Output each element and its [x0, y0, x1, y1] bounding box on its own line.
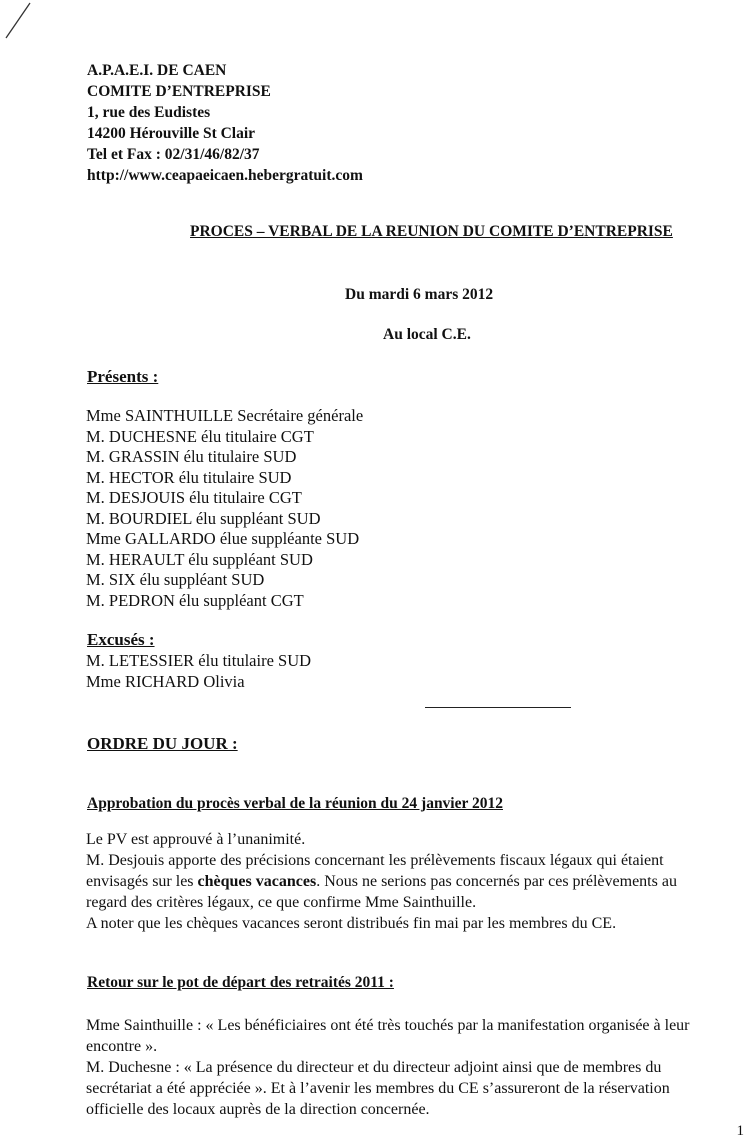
meeting-location: Au local C.E.: [383, 326, 471, 343]
list-item: M. HECTOR élu titulaire SUD: [86, 467, 292, 487]
org-street: 1, rue des Eudistes: [87, 104, 211, 121]
cheques-vacances-emphasis: chèques vacances: [197, 873, 317, 890]
retirement-line: Mme Sainthuille : « Les bénéficiaires ont été très touchés par la manifestation organisée à leur: [86, 1017, 690, 1034]
list-item: M. PEDRON élu suppléant CGT: [86, 590, 304, 610]
org-committee: COMITE D’ENTREPRISE: [87, 83, 271, 100]
approval-line: Le PV est approuvé à l’unanimité.: [86, 831, 306, 848]
meeting-date: Du mardi 6 mars 2012: [345, 286, 494, 303]
retirement-line: encontre ».: [86, 1038, 158, 1055]
list-item: M. DESJOUIS élu titulaire CGT: [86, 488, 302, 507]
approval-line: A noter que les chèques vacances seront distribués fin mai par les membres du CE.: [86, 915, 617, 932]
presents-heading: Présents :: [87, 367, 159, 386]
org-name: A.P.A.E.I. DE CAEN: [87, 62, 227, 79]
list-item: Mme RICHARD Olivia: [86, 671, 245, 691]
org-phone-fax: Tel et Fax : 02/31/46/82/37: [87, 146, 260, 163]
retirement-heading: Retour sur le pot de départ des retraités 2011 :: [87, 974, 394, 991]
excuses-heading: Excusés :: [87, 630, 155, 649]
document-title: PROCES – VERBAL DE LA REUNION DU COMITE D’ENTREPRISE: [190, 223, 673, 240]
list-item: M. BOURDIEL élu suppléant SUD: [86, 508, 321, 528]
handwritten-underline: [425, 707, 571, 708]
page-number: 1: [736, 1123, 744, 1139]
approval-heading: Approbation du procès verbal de la réunion du 24 janvier 2012: [87, 795, 503, 812]
approval-line: envisagés sur les chèques vacances. Nous ne serions pas concernés par ces prélèvements au: [86, 873, 677, 890]
approval-line: regard des critères légaux, ce que confirme Mme Sainthuille.: [86, 894, 477, 911]
list-item: Mme SAINTHUILLE Secrétaire générale: [86, 406, 364, 425]
list-item: M. LETESSIER élu titulaire SUD: [86, 651, 312, 670]
pen-stroke-mark: [4, 0, 34, 40]
presents-list: [86, 406, 363, 611]
list-item: Mme GALLARDO élue suppléante SUD: [86, 529, 360, 548]
excuses-list: [86, 651, 311, 692]
list-item: M. SIX élu suppléant SUD: [86, 570, 265, 589]
org-city: 14200 Hérouville St Clair: [87, 125, 256, 142]
retirement-line: secrétariat a été appréciée ». Et à l’avenir les membres du CE s’assureront de la réservation: [86, 1080, 670, 1097]
approval-line: M. Desjouis apporte des précisions concernant les prélèvements fiscaux légaux qui étaient: [86, 852, 664, 869]
approval-paragraph: [86, 829, 746, 934]
organization-header: [87, 60, 363, 186]
retirement-paragraph: [86, 1015, 746, 1120]
list-item: M. DUCHESNE élu titulaire CGT: [86, 426, 314, 446]
list-item: M. GRASSIN élu titulaire SUD: [86, 447, 297, 466]
retirement-line: M. Duchesne : « La présence du directeur et du directeur adjoint ainsi que de membres du: [86, 1059, 662, 1076]
list-item: M. HERAULT élu suppléant SUD: [86, 549, 313, 569]
agenda-heading: ORDRE DU JOUR :: [87, 734, 238, 753]
retirement-line: officielle des locaux auprès de la direction concernée.: [86, 1101, 430, 1118]
org-website: http://www.ceapaeicaen.hebergratuit.com: [87, 167, 363, 184]
